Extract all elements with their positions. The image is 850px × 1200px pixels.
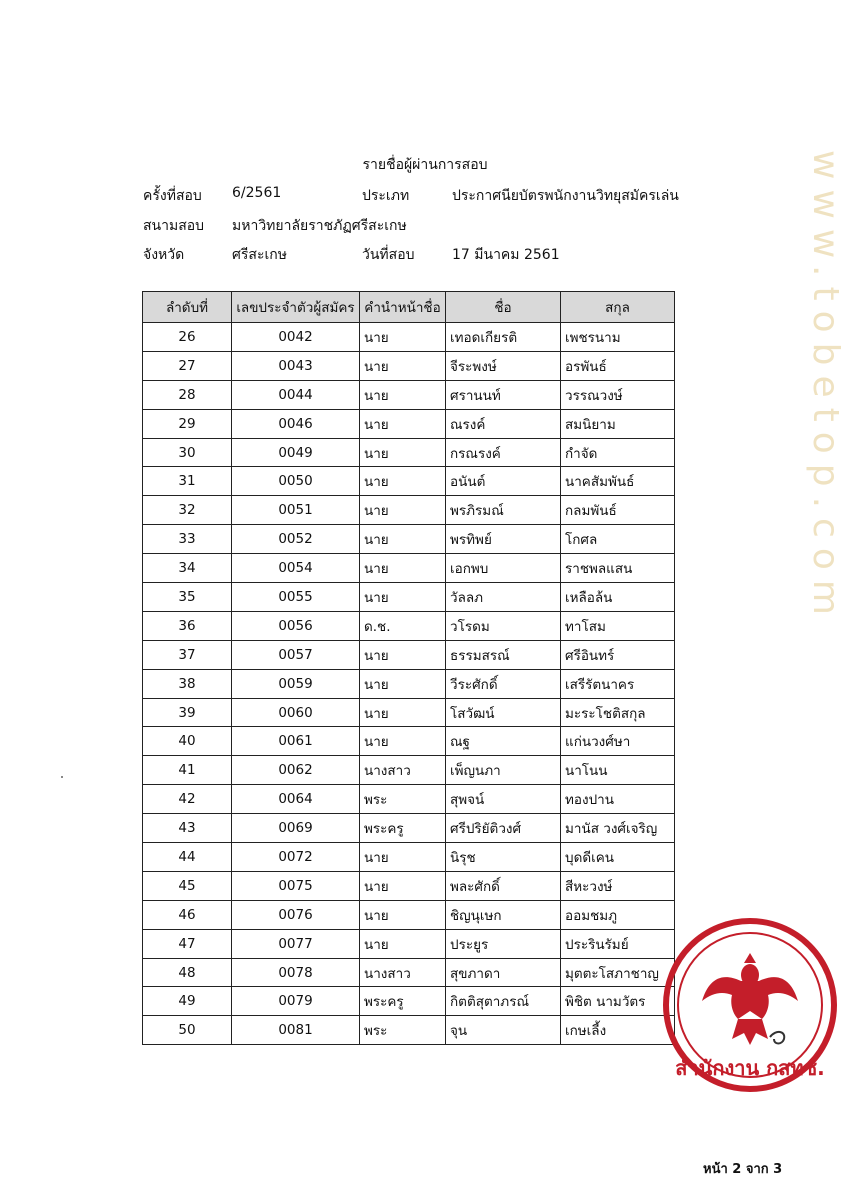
type-value: ประกาศนียบัตรพนักงานวิทยุสมัครเล่น	[452, 188, 679, 204]
applicant-id-cell: 0064	[232, 785, 360, 814]
header-last-name: สกุล	[561, 292, 675, 323]
table-row	[143, 525, 675, 554]
first-name-cell: เอกพบ	[446, 554, 561, 583]
table-row	[143, 409, 675, 438]
order-cell: 26	[143, 323, 232, 352]
applicant-id-cell: 0075	[232, 871, 360, 900]
first-name-cell: ประยูร	[446, 929, 561, 958]
order-cell: 32	[143, 496, 232, 525]
applicant-id-cell: 0054	[232, 554, 360, 583]
order-cell: 45	[143, 871, 232, 900]
last-name-cell: ราชพลแสน	[561, 554, 675, 583]
seal-text: สำนักงาน กสทช.	[675, 1056, 825, 1080]
signature-mark	[770, 1032, 784, 1044]
first-name-cell: จีระพงษ์	[446, 351, 561, 380]
last-name-cell: พิชิต นามวัตร	[561, 987, 675, 1016]
prefix-cell: นาย	[360, 727, 446, 756]
order-cell: 40	[143, 727, 232, 756]
table-row	[143, 871, 675, 900]
order-cell: 29	[143, 409, 232, 438]
applicant-id-cell: 0056	[232, 611, 360, 640]
venue-label: สนามสอบ	[143, 218, 205, 234]
table-row	[143, 669, 675, 698]
table-row	[143, 727, 675, 756]
prefix-cell: นาย	[360, 351, 446, 380]
last-name-cell: นาคสัมพันธ์	[561, 467, 675, 496]
last-name-cell: กำจัด	[561, 438, 675, 467]
applicant-id-cell: 0060	[232, 698, 360, 727]
last-name-cell: บุดดีเคน	[561, 843, 675, 872]
table-row	[143, 843, 675, 872]
table-row	[143, 987, 675, 1016]
applicant-id-cell: 0081	[232, 1016, 360, 1045]
prefix-cell: นาย	[360, 900, 446, 929]
applicant-id-cell: 0061	[232, 727, 360, 756]
type-label: ประเภท	[362, 188, 410, 204]
first-name-cell: ศรานนท์	[446, 380, 561, 409]
last-name-cell: เกษเลี้ง	[561, 1016, 675, 1045]
prefix-cell: พระ	[360, 1016, 446, 1045]
prefix-cell: นาย	[360, 409, 446, 438]
applicant-id-cell: 0044	[232, 380, 360, 409]
order-cell: 37	[143, 640, 232, 669]
order-cell: 39	[143, 698, 232, 727]
applicant-id-cell: 0043	[232, 351, 360, 380]
applicant-id-cell: 0051	[232, 496, 360, 525]
last-name-cell: เหลือล้น	[561, 583, 675, 612]
prefix-cell: นาย	[360, 583, 446, 612]
watermark: www.tobetop.com	[805, 150, 846, 625]
order-cell: 49	[143, 987, 232, 1016]
first-name-cell: ธรรมสรณ์	[446, 640, 561, 669]
applicant-id-cell: 0055	[232, 583, 360, 612]
prefix-cell: พระครู	[360, 987, 446, 1016]
last-name-cell: ประรินรัมย์	[561, 929, 675, 958]
table-row	[143, 554, 675, 583]
prefix-cell: นาย	[360, 525, 446, 554]
prefix-cell: นาย	[360, 380, 446, 409]
header-prefix: คำนำหน้าชื่อ	[360, 292, 446, 323]
prefix-cell: นาย	[360, 871, 446, 900]
first-name-cell: กรณรงค์	[446, 438, 561, 467]
order-cell: 50	[143, 1016, 232, 1045]
order-cell: 27	[143, 351, 232, 380]
first-name-cell: วีระศักดิ์	[446, 669, 561, 698]
table-row	[143, 929, 675, 958]
applicant-id-cell: 0072	[232, 843, 360, 872]
applicant-id-cell: 0069	[232, 814, 360, 843]
table-row	[143, 496, 675, 525]
header-first-name: ชื่อ	[446, 292, 561, 323]
table-row	[143, 467, 675, 496]
last-name-cell: แก่นวงศ์ษา	[561, 727, 675, 756]
prefix-cell: นางสาว	[360, 958, 446, 987]
table-row	[143, 958, 675, 987]
last-name-cell: วรรณวงษ์	[561, 380, 675, 409]
applicant-id-cell: 0042	[232, 323, 360, 352]
applicant-id-cell: 0078	[232, 958, 360, 987]
order-cell: 36	[143, 611, 232, 640]
order-cell: 33	[143, 525, 232, 554]
first-name-cell: นิรุช	[446, 843, 561, 872]
order-cell: 43	[143, 814, 232, 843]
order-cell: 38	[143, 669, 232, 698]
order-cell: 42	[143, 785, 232, 814]
applicant-id-cell: 0059	[232, 669, 360, 698]
date-label: วันที่สอบ	[362, 247, 415, 263]
prefix-cell: นาย	[360, 698, 446, 727]
table-body	[143, 323, 675, 1045]
table-row	[143, 785, 675, 814]
order-cell: 34	[143, 554, 232, 583]
last-name-cell: อรพันธ์	[561, 351, 675, 380]
first-name-cell: สุขภาดา	[446, 958, 561, 987]
prefix-cell: นาย	[360, 669, 446, 698]
official-seal	[660, 915, 840, 1095]
first-name-cell: พละศักดิ์	[446, 871, 561, 900]
document-title: รายชื่อผู้ผ่านการสอบ	[362, 157, 488, 173]
prefix-cell: นาย	[360, 323, 446, 352]
page-number: หน้า 2 จาก 3	[703, 1162, 783, 1177]
prefix-cell: นาย	[360, 640, 446, 669]
last-name-cell: เสรีรัตนาคร	[561, 669, 675, 698]
table-row	[143, 438, 675, 467]
prefix-cell: นาย	[360, 467, 446, 496]
prefix-cell: นาย	[360, 843, 446, 872]
last-name-cell: มานัส วงศ์เจริญ	[561, 814, 675, 843]
applicant-id-cell: 0062	[232, 756, 360, 785]
order-cell: 41	[143, 756, 232, 785]
applicant-id-cell: 0049	[232, 438, 360, 467]
prefix-cell: นาย	[360, 496, 446, 525]
last-name-cell: ศรีอินทร์	[561, 640, 675, 669]
last-name-cell: โกศล	[561, 525, 675, 554]
prefix-cell: นาย	[360, 929, 446, 958]
first-name-cell: วัลลภ	[446, 583, 561, 612]
applicant-id-cell: 0079	[232, 987, 360, 1016]
table-row	[143, 756, 675, 785]
order-cell: 47	[143, 929, 232, 958]
round-label: ครั้งที่สอบ	[143, 188, 202, 204]
table-row	[143, 900, 675, 929]
first-name-cell: เพ็ญนภา	[446, 756, 561, 785]
order-cell: 46	[143, 900, 232, 929]
last-name-cell: สมนิยาม	[561, 409, 675, 438]
last-name-cell: ทาโสม	[561, 611, 675, 640]
table-row	[143, 380, 675, 409]
applicant-id-cell: 0046	[232, 409, 360, 438]
first-name-cell: อนันต์	[446, 467, 561, 496]
province-value: ศรีสะเกษ	[232, 247, 287, 263]
first-name-cell: ชิญนุเษก	[446, 900, 561, 929]
applicant-id-cell: 0052	[232, 525, 360, 554]
scan-speck	[61, 776, 63, 778]
last-name-cell: มะระโชติสกุล	[561, 698, 675, 727]
prefix-cell: พระครู	[360, 814, 446, 843]
venue-value: มหาวิทยาลัยราชภัฏศรีสะเกษ	[232, 218, 407, 234]
first-name-cell: วโรดม	[446, 611, 561, 640]
first-name-cell: โสวัฒน์	[446, 698, 561, 727]
prefix-cell: นางสาว	[360, 756, 446, 785]
order-cell: 28	[143, 380, 232, 409]
first-name-cell: จุน	[446, 1016, 561, 1045]
table-row	[143, 1016, 675, 1045]
province-label: จังหวัด	[143, 247, 185, 263]
table-row	[143, 698, 675, 727]
prefix-cell: นาย	[360, 554, 446, 583]
prefix-cell: พระ	[360, 785, 446, 814]
results-table	[142, 291, 675, 1045]
last-name-cell: สีหะวงษ์	[561, 871, 675, 900]
applicant-id-cell: 0077	[232, 929, 360, 958]
first-name-cell: เทอดเกียรติ	[446, 323, 561, 352]
table-row	[143, 323, 675, 352]
prefix-cell: ด.ช.	[360, 611, 446, 640]
round-value: 6/2561	[232, 185, 282, 201]
last-name-cell: ออมชมภู	[561, 900, 675, 929]
garuda-emblem-icon	[702, 953, 798, 1045]
applicant-id-cell: 0050	[232, 467, 360, 496]
order-cell: 30	[143, 438, 232, 467]
last-name-cell: มุตตะโสภาชาญ	[561, 958, 675, 987]
order-cell: 35	[143, 583, 232, 612]
header-order: ลำดับที่	[143, 292, 232, 323]
order-cell: 44	[143, 843, 232, 872]
first-name-cell: พรภิรมณ์	[446, 496, 561, 525]
table-row	[143, 814, 675, 843]
header-applicant-id: เลขประจำตัวผู้สมัคร	[232, 292, 360, 323]
last-name-cell: นาโนน	[561, 756, 675, 785]
last-name-cell: เพชรนาม	[561, 323, 675, 352]
table-header-row	[143, 292, 675, 323]
order-cell: 31	[143, 467, 232, 496]
date-value: 17 มีนาคม 2561	[452, 247, 560, 263]
first-name-cell: สุพจน์	[446, 785, 561, 814]
table-row	[143, 611, 675, 640]
order-cell: 48	[143, 958, 232, 987]
last-name-cell: ทองปาน	[561, 785, 675, 814]
applicant-id-cell: 0076	[232, 900, 360, 929]
first-name-cell: ศรีปริยัติวงศ์	[446, 814, 561, 843]
applicant-id-cell: 0057	[232, 640, 360, 669]
table-row	[143, 583, 675, 612]
first-name-cell: พรทิพย์	[446, 525, 561, 554]
first-name-cell: กิตติสุตาภรณ์	[446, 987, 561, 1016]
prefix-cell: นาย	[360, 438, 446, 467]
table-row	[143, 640, 675, 669]
last-name-cell: กลมพันธ์	[561, 496, 675, 525]
first-name-cell: ณฐ	[446, 727, 561, 756]
first-name-cell: ณรงค์	[446, 409, 561, 438]
table-row	[143, 351, 675, 380]
